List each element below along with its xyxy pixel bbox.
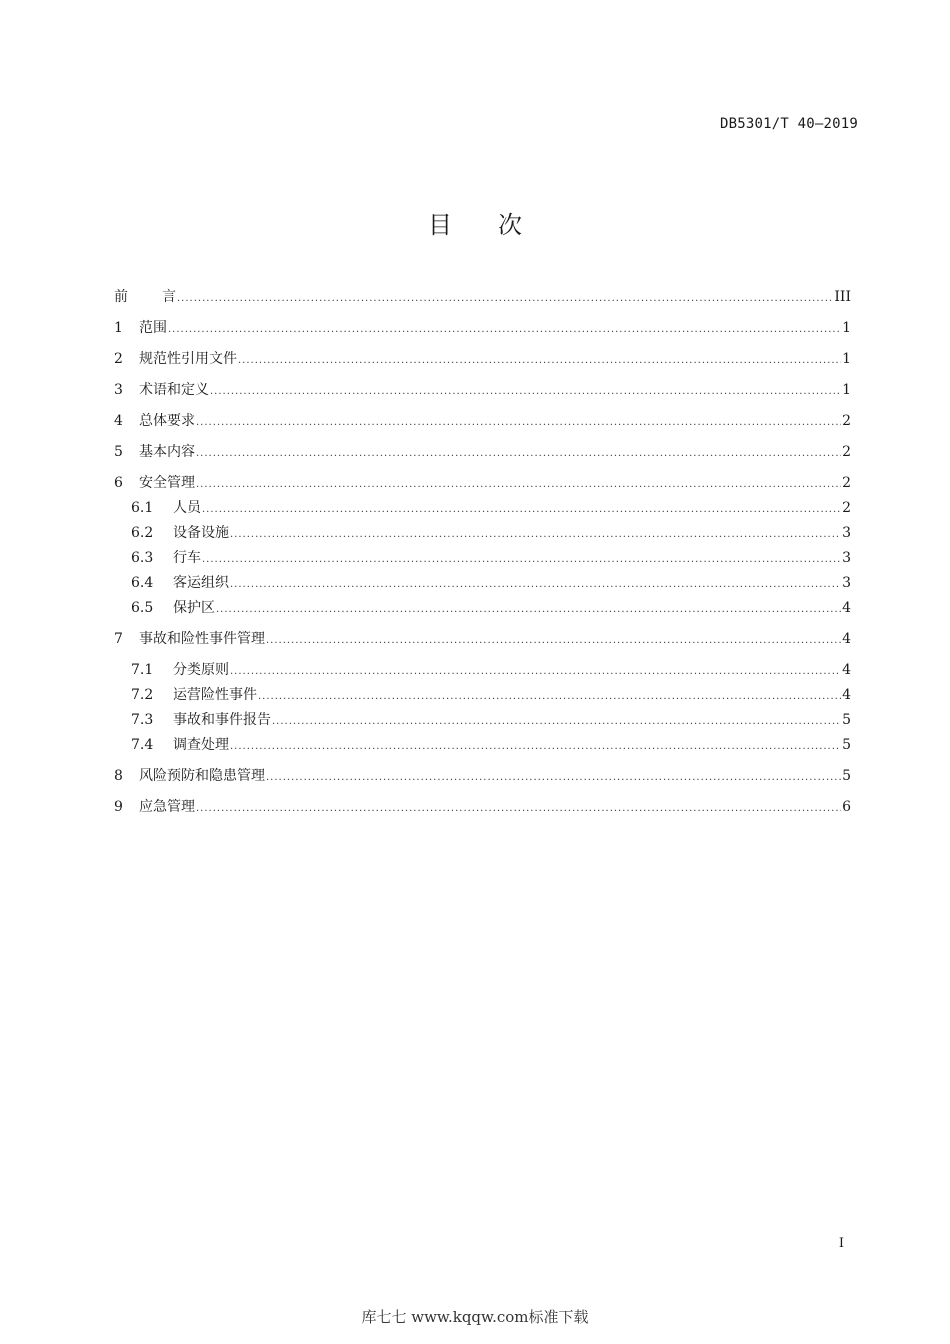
toc-number: 9: [114, 799, 123, 815]
toc-leader-dots: [230, 734, 841, 759]
toc-number: 1: [114, 320, 123, 336]
toc-leader-dots: [266, 628, 841, 653]
toc-leader-dots: [177, 286, 833, 311]
toc-page: 3: [842, 550, 851, 566]
toc-label: 规范性引用文件: [139, 351, 237, 367]
toc-number: 4: [114, 413, 123, 429]
toc-leader-dots: [196, 410, 841, 435]
toc-leader-dots: [196, 472, 841, 497]
toc-label: 事故和事件报告: [173, 712, 271, 728]
toc-entry[interactable]: [114, 347, 851, 372]
toc-leader-dots: [196, 796, 841, 821]
toc-number: 3: [114, 382, 123, 398]
toc-number: 6: [114, 475, 123, 491]
toc-number: 6.4: [131, 575, 154, 591]
toc-number: 6.5: [131, 600, 154, 616]
toc-leader-dots: [272, 709, 841, 734]
toc-subentry[interactable]: [114, 571, 851, 596]
toc-subentry[interactable]: [114, 596, 851, 621]
toc-number: 7: [114, 631, 123, 647]
toc-subentry[interactable]: [114, 683, 851, 708]
toc-leader-dots: [230, 659, 841, 684]
toc-page: 5: [842, 712, 851, 728]
toc-label: 风险预防和隐患管理: [139, 768, 265, 784]
toc-subentry[interactable]: [114, 658, 851, 683]
watermark-text: 库七七 www.kqqw.com标准下载: [361, 1308, 589, 1326]
toc-page: 4: [842, 687, 851, 703]
toc-label: 术语和定义: [139, 382, 209, 398]
toc-number: 7.1: [131, 662, 154, 678]
toc-entry[interactable]: [114, 471, 851, 496]
toc-entry[interactable]: [114, 316, 851, 341]
toc-number: 8: [114, 768, 123, 784]
toc-entry[interactable]: [114, 795, 851, 820]
toc-subentry[interactable]: [114, 496, 851, 521]
toc-leader-dots: [168, 317, 841, 342]
toc-number: 2: [114, 351, 123, 367]
toc-page: 1: [842, 382, 851, 398]
toc-number: 6.3: [131, 550, 154, 566]
toc-label: 人员: [173, 500, 201, 516]
toc-leader-dots: [266, 765, 841, 790]
toc-page: 1: [842, 320, 851, 336]
toc-subentry[interactable]: [114, 733, 851, 758]
toc-title-part1: 目: [428, 211, 452, 239]
toc-label: 事故和险性事件管理: [139, 631, 265, 647]
toc-number: 7.2: [131, 687, 154, 703]
toc-leader-dots: [196, 441, 841, 466]
toc-subentry[interactable]: [114, 521, 851, 546]
toc-number: 6.1: [131, 500, 154, 516]
table-of-contents: [114, 285, 851, 820]
toc-label: 言: [162, 289, 176, 305]
toc-label: 行车: [173, 550, 201, 566]
toc-label: 范围: [139, 320, 167, 336]
toc-label: 客运组织: [173, 575, 229, 591]
toc-label: 基本内容: [139, 444, 195, 460]
toc-label: 调查处理: [173, 737, 229, 753]
toc-label: 保护区: [173, 600, 215, 616]
toc-subentry[interactable]: [114, 546, 851, 571]
toc-label: 前: [114, 289, 128, 305]
toc-number: 5: [114, 444, 123, 460]
toc-entry[interactable]: [114, 378, 851, 403]
toc-page: 2: [842, 413, 851, 429]
toc-title-part2: 次: [498, 211, 522, 239]
toc-page: 1: [842, 351, 851, 367]
toc-label: 分类原则: [173, 662, 229, 678]
toc-page: 3: [842, 525, 851, 541]
toc-entry[interactable]: [114, 627, 851, 652]
toc-label: 安全管理: [139, 475, 195, 491]
toc-title: [0, 205, 950, 240]
toc-leader-dots: [202, 547, 841, 572]
toc-page: 4: [842, 631, 851, 647]
toc-page: 5: [842, 737, 851, 753]
toc-number: 7.4: [131, 737, 154, 753]
toc-label: 总体要求: [139, 413, 195, 429]
toc-leader-dots: [230, 572, 841, 597]
toc-leader-dots: [238, 348, 841, 373]
toc-entry[interactable]: [114, 409, 851, 434]
toc-leader-dots: [202, 497, 841, 522]
toc-number: 7.3: [131, 712, 154, 728]
toc-leader-dots: [210, 379, 841, 404]
toc-entry[interactable]: [114, 440, 851, 465]
toc-subentry[interactable]: [114, 708, 851, 733]
toc-page: 6: [842, 799, 851, 815]
toc-label: 设备设施: [173, 525, 229, 541]
toc-page: 3: [842, 575, 851, 591]
toc-entry[interactable]: [114, 764, 851, 789]
toc-leader-dots: [230, 522, 841, 547]
toc-label: 运营险性事件: [173, 687, 257, 703]
toc-number: 6.2: [131, 525, 154, 541]
toc-label: 应急管理: [139, 799, 195, 815]
toc-page: 2: [842, 444, 851, 460]
toc-leader-dots: [258, 684, 841, 709]
toc-page: 2: [842, 475, 851, 491]
page-number: I: [838, 1236, 844, 1251]
toc-entry-preface[interactable]: [114, 285, 851, 310]
toc-page: III: [834, 289, 851, 305]
toc-page: 2: [842, 500, 851, 516]
toc-page: 5: [842, 768, 851, 784]
toc-page: 4: [842, 662, 851, 678]
toc-page: 4: [842, 600, 851, 616]
toc-leader-dots: [216, 597, 841, 622]
document-code: DB5301/T 40—2019: [719, 116, 858, 132]
